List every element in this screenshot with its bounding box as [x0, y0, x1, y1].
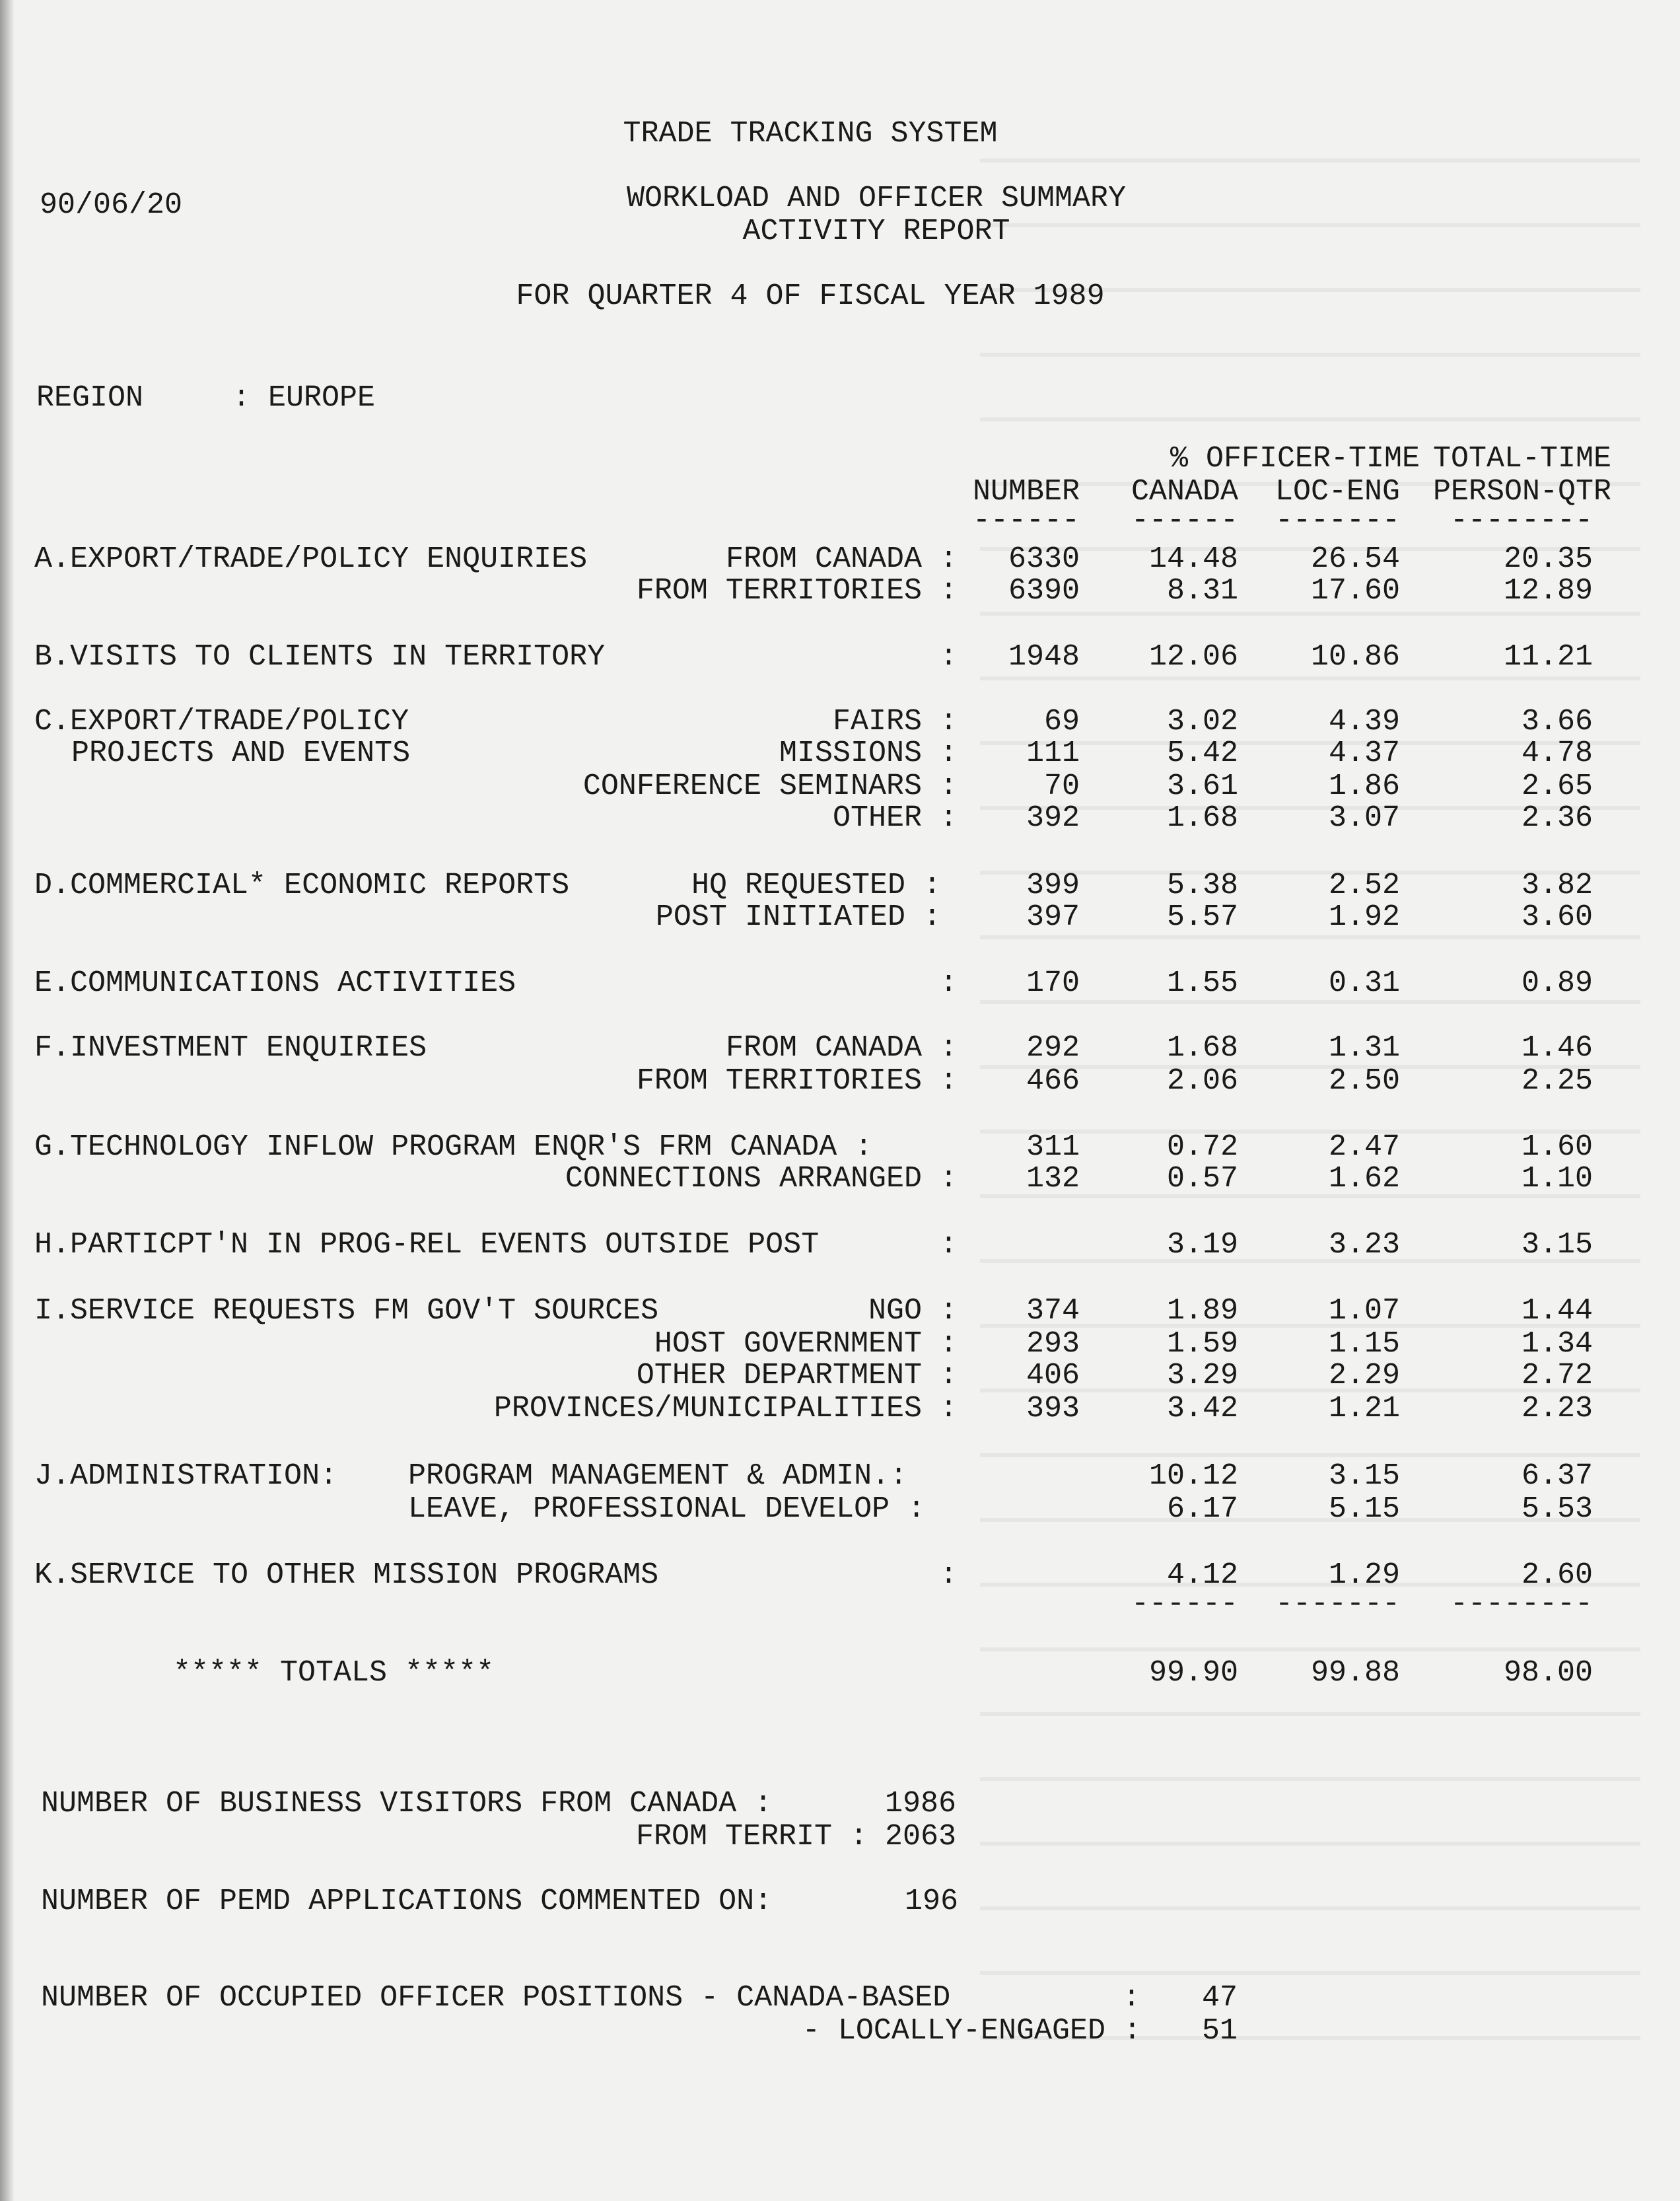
row-personqtr: 11.21 [1503, 640, 1593, 674]
pemd-label: NUMBER OF PEMD APPLICATIONS COMMENTED ON: [41, 1885, 773, 1918]
row-personqtr: 2.36 [1521, 801, 1593, 835]
row-label: K.SERVICE TO OTHER MISSION PROGRAMS [34, 1558, 659, 1592]
row-canada: 10.12 [1148, 1459, 1238, 1493]
row-sublabel: FROM TERRITORIES : [636, 1064, 958, 1098]
officer-time-header: % OFFICER-TIME [1170, 442, 1420, 476]
row-loceng: 3.23 [1328, 1228, 1400, 1262]
row-sublabel: POST INITIATED : [655, 900, 941, 934]
row-canada: 3.42 [1166, 1392, 1238, 1425]
row-sublabel: HQ REQUESTED : [691, 869, 941, 902]
row-personqtr: 2.23 [1521, 1392, 1593, 1425]
row-loceng: 2.29 [1328, 1359, 1400, 1392]
row-canada: 1.59 [1166, 1327, 1238, 1361]
row-loceng: 2.52 [1328, 869, 1400, 902]
row-number: 397 [1026, 900, 1080, 934]
row-sublabel: : [939, 640, 958, 674]
loceng-underline: ------- [1275, 504, 1400, 538]
row-personqtr: 1.34 [1521, 1327, 1593, 1361]
row-canada: 8.31 [1166, 574, 1238, 608]
row-number: 292 [1026, 1031, 1080, 1065]
row-label: J.ADMINISTRATION: [34, 1459, 338, 1493]
row-sublabel: OTHER : [832, 801, 958, 835]
region-value: : EUROPE [232, 381, 376, 415]
row-personqtr: 1.44 [1521, 1294, 1593, 1328]
row-sublabel: PROGRAM MANAGEMENT & ADMIN.: [408, 1459, 908, 1493]
pemd-value: 196 [905, 1885, 959, 1918]
row-number: 6330 [1008, 542, 1080, 576]
row-loceng: 1.62 [1328, 1162, 1400, 1196]
number-underline: ------ [972, 504, 1080, 538]
row-personqtr: 3.15 [1521, 1228, 1593, 1262]
row-loceng: 26.54 [1310, 542, 1400, 576]
row-personqtr: 2.65 [1521, 770, 1593, 803]
row-label: A.EXPORT/TRADE/POLICY ENQUIRIES [34, 542, 588, 576]
row-loceng: 1.86 [1328, 770, 1400, 803]
row-personqtr: 1.10 [1521, 1162, 1593, 1196]
personqtr-column-header: PERSON-QTR [1432, 475, 1611, 509]
row-loceng: 1.29 [1328, 1558, 1400, 1592]
report-title: WORKLOAD AND OFFICER SUMMARY [626, 182, 1127, 215]
row-personqtr: 12.89 [1503, 574, 1593, 608]
row-sublabel: LEAVE, PROFESSIONAL DEVELOP : [408, 1492, 926, 1526]
canada-column-header: CANADA [1131, 475, 1238, 509]
row-canada: 12.06 [1148, 640, 1238, 674]
row-label: PROJECTS AND EVENTS [71, 737, 411, 770]
visitors-territ-label: FROM TERRIT : [635, 1820, 868, 1854]
row-loceng: 3.15 [1328, 1459, 1400, 1493]
row-sublabel: FROM CANADA : [725, 542, 958, 576]
totals-personqtr: 98.00 [1503, 1656, 1593, 1690]
row-sublabel: CONFERENCE SEMINARS : [582, 770, 958, 803]
row-loceng: 1.07 [1328, 1294, 1400, 1328]
row-personqtr: 3.60 [1521, 900, 1593, 934]
row-number: 170 [1026, 966, 1080, 1000]
row-number: 399 [1026, 869, 1080, 902]
row-number: 392 [1026, 801, 1080, 835]
report-period: FOR QUARTER 4 OF FISCAL YEAR 1989 [516, 279, 1105, 313]
row-personqtr: 1.60 [1521, 1130, 1593, 1164]
row-number: 393 [1026, 1392, 1080, 1425]
row-number: 6390 [1008, 574, 1080, 608]
system-title: TRADE TRACKING SYSTEM [623, 117, 998, 151]
row-loceng: 17.60 [1310, 574, 1400, 608]
row-loceng: 2.50 [1328, 1064, 1400, 1098]
row-canada: 5.38 [1166, 869, 1238, 902]
row-canada: 1.55 [1166, 966, 1238, 1000]
row-canada: 5.42 [1166, 737, 1238, 770]
row-personqtr: 1.46 [1521, 1031, 1593, 1065]
positions-local-value: 51 [1202, 2014, 1238, 2048]
row-canada: 0.72 [1166, 1130, 1238, 1164]
totals-canada: 99.90 [1148, 1656, 1238, 1690]
totals-label: ***** TOTALS ***** [173, 1656, 495, 1690]
row-canada: 2.06 [1166, 1064, 1238, 1098]
row-number: 466 [1026, 1064, 1080, 1098]
row-number: 311 [1026, 1130, 1080, 1164]
visitors-territ-value: 2063 [885, 1820, 957, 1854]
positions-label: NUMBER OF OCCUPIED OFFICER POSITIONS - CANADA-BASED [41, 1981, 951, 2015]
row-personqtr: 5.53 [1521, 1492, 1593, 1526]
row-sublabel: NGO : [868, 1294, 958, 1328]
row-loceng: 2.47 [1328, 1130, 1400, 1164]
row-number: 111 [1026, 737, 1080, 770]
row-sublabel: : [939, 966, 958, 1000]
row-number: 374 [1026, 1294, 1080, 1328]
row-loceng: 4.37 [1328, 737, 1400, 770]
row-label: C.EXPORT/TRADE/POLICY [34, 705, 409, 739]
row-canada: 3.61 [1166, 770, 1238, 803]
row-canada: 0.57 [1166, 1162, 1238, 1196]
row-label: F.INVESTMENT ENQUIRIES [34, 1031, 427, 1065]
row-personqtr: 6.37 [1521, 1459, 1593, 1493]
row-canada: 6.17 [1166, 1492, 1238, 1526]
row-loceng: 1.31 [1328, 1031, 1400, 1065]
row-loceng: 1.21 [1328, 1392, 1400, 1425]
row-personqtr: 20.35 [1503, 542, 1593, 576]
row-loceng: 3.07 [1328, 801, 1400, 835]
row-canada: 5.57 [1166, 900, 1238, 934]
totals-personqtr-underline: -------- [1450, 1587, 1593, 1621]
row-number: 69 [1043, 705, 1080, 739]
row-personqtr: 4.78 [1521, 737, 1593, 770]
row-personqtr: 2.72 [1521, 1359, 1593, 1392]
row-personqtr: 2.25 [1521, 1064, 1593, 1098]
row-number: 406 [1026, 1359, 1080, 1392]
visitors-canada-value: 1986 [885, 1787, 957, 1821]
totals-canada-underline: ------ [1131, 1587, 1238, 1621]
row-label: I.SERVICE REQUESTS FM GOV'T SOURCES [34, 1294, 659, 1328]
row-sublabel: : [939, 1228, 958, 1262]
loceng-column-header: LOC-ENG [1275, 475, 1400, 509]
region-label: REGION [36, 381, 144, 415]
row-sublabel: PROVINCES/MUNICIPALITIES : [493, 1392, 958, 1425]
row-label: B.VISITS TO CLIENTS IN TERRITORY [34, 640, 606, 674]
totals-loceng: 99.88 [1310, 1656, 1400, 1690]
row-sublabel: OTHER DEPARTMENT : [636, 1359, 958, 1392]
visitors-label: NUMBER OF BUSINESS VISITORS FROM CANADA : [41, 1787, 773, 1821]
row-loceng: 0.31 [1328, 966, 1400, 1000]
row-sublabel: FROM CANADA : [725, 1031, 958, 1065]
positions-local-label: - LOCALLY-ENGAGED : [802, 2014, 1141, 2048]
row-canada: 3.19 [1166, 1228, 1238, 1262]
personqtr-underline: -------- [1450, 504, 1593, 538]
row-loceng: 4.39 [1328, 705, 1400, 739]
row-personqtr: 3.82 [1521, 869, 1593, 902]
row-canada: 14.48 [1148, 542, 1238, 576]
row-canada: 1.68 [1166, 1031, 1238, 1065]
row-label: D.COMMERCIAL* ECONOMIC REPORTS [34, 869, 570, 902]
row-sublabel: FROM TERRITORIES : [636, 574, 958, 608]
row-canada: 4.12 [1166, 1558, 1238, 1592]
row-sublabel: FAIRS : [832, 705, 958, 739]
row-loceng: 5.15 [1328, 1492, 1400, 1526]
row-canada: 3.02 [1166, 705, 1238, 739]
row-personqtr: 2.60 [1521, 1558, 1593, 1592]
row-number: 1948 [1008, 640, 1080, 674]
row-label: G.TECHNOLOGY INFLOW PROGRAM ENQR'S FRM CANADA : [34, 1130, 873, 1164]
row-label: E.COMMUNICATIONS ACTIVITIES [34, 966, 516, 1000]
row-loceng: 1.92 [1328, 900, 1400, 934]
row-sublabel: MISSIONS : [779, 737, 958, 770]
report-subtitle: ACTIVITY REPORT [742, 215, 1010, 248]
row-personqtr: 3.66 [1521, 705, 1593, 739]
totals-loceng-underline: ------- [1275, 1587, 1400, 1621]
report-date: 90/06/20 [40, 188, 183, 222]
row-sublabel: CONNECTIONS ARRANGED : [565, 1162, 958, 1196]
total-time-header: TOTAL-TIME [1432, 442, 1611, 476]
row-sublabel: HOST GOVERNMENT : [654, 1327, 958, 1361]
canada-underline: ------ [1131, 504, 1238, 538]
row-number: 132 [1026, 1162, 1080, 1196]
number-column-header: NUMBER [972, 475, 1080, 509]
row-sublabel: : [939, 1558, 958, 1592]
row-number: 70 [1043, 770, 1080, 803]
row-number: 293 [1026, 1327, 1080, 1361]
row-canada: 3.29 [1166, 1359, 1238, 1392]
row-loceng: 1.15 [1328, 1327, 1400, 1361]
positions-canada-value: 47 [1202, 1981, 1238, 2015]
row-canada: 1.68 [1166, 801, 1238, 835]
row-personqtr: 0.89 [1521, 966, 1593, 1000]
positions-canada-colon: : [1123, 1981, 1141, 2015]
row-canada: 1.89 [1166, 1294, 1238, 1328]
row-loceng: 10.86 [1310, 640, 1400, 674]
row-label: H.PARTICPT'N IN PROG-REL EVENTS OUTSIDE POST [34, 1228, 820, 1262]
